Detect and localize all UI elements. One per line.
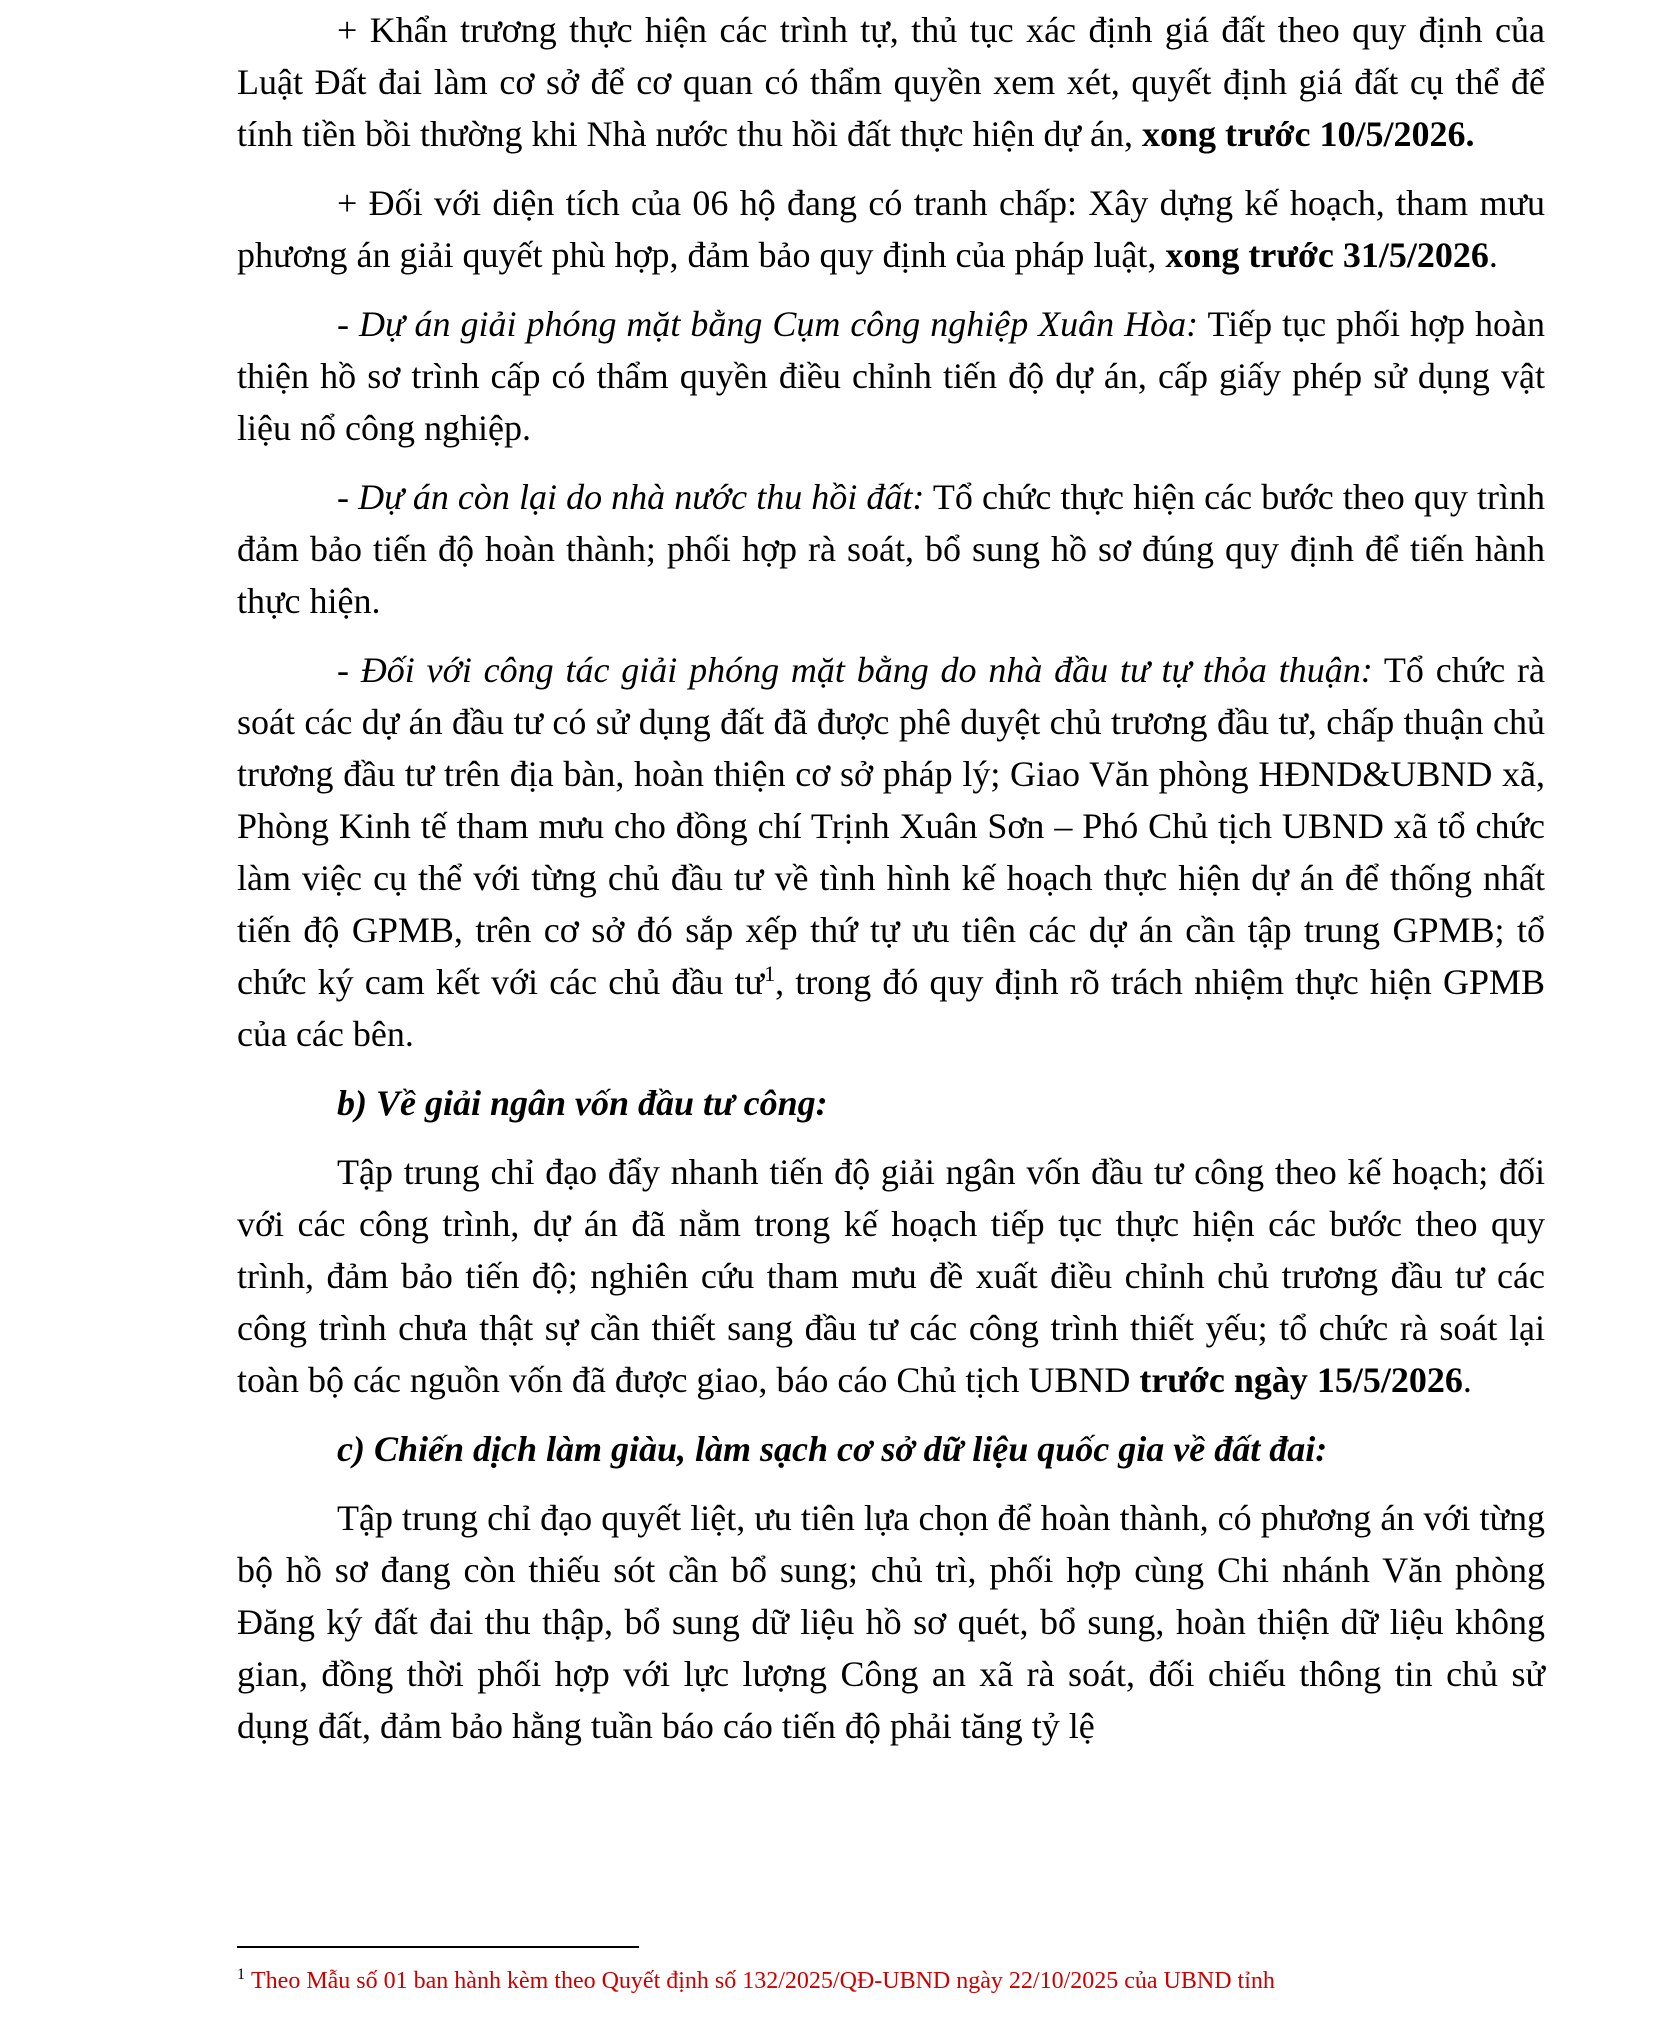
item-title: - Đối với công tác giải phóng mặt bằng do nhà đầu tư tự thỏa thuận: — [337, 650, 1373, 690]
paragraph-tail: , trong đó quy định rõ trách nhiệm thực hiện GPMB của các bên. — [237, 962, 1545, 1054]
document-body — [237, 4, 1545, 1769]
footnote-mark: 1 — [237, 1966, 245, 1983]
paragraph-text: Tập trung chỉ đạo đẩy nhanh tiến độ giải ngân vốn đầu tư công theo kế hoạch; đối với các công trình, dự án đã nằm trong kế hoạch tiếp tục thực hiện các bước theo quy trình, đảm bảo tiến độ; nghiên cứu tham mưu đề xuất điều chỉnh chủ trương đầu tư các công trình chưa thật sự cần thiết sang đầu tư các công trình thiết yếu; tổ chức rà soát lại toàn bộ các nguồn vốn đã được giao, báo cáo Chủ tịch UBND — [237, 1152, 1545, 1400]
paragraph-xuan-hoa-project — [237, 298, 1545, 454]
paragraph-text: + Đối với diện tích của 06 hộ đang có tranh chấp: Xây dựng kế hoạch, tham mưu phương án giải quyết phù hợp, đảm bảo quy định của pháp luật, — [237, 183, 1545, 275]
deadline-text: xong trước 31/5/2026 — [1165, 235, 1489, 275]
footnote-separator — [237, 1946, 639, 1948]
footnote-reference[interactable]: 1 — [764, 961, 776, 986]
footnote — [237, 1966, 1557, 1996]
paragraph-remaining-projects — [237, 471, 1545, 627]
paragraph-text: Tiếp tục phối hợp hoàn thiện hồ sơ trình cấp có thẩm quyền điều chỉnh tiến độ dự án, cấp giấy phép sử dụng vật liệu nổ công nghiệp. — [237, 304, 1545, 448]
deadline-text: xong trước 10/5/2026. — [1142, 114, 1475, 154]
paragraph-land-price — [237, 4, 1545, 160]
paragraph-land-database: Tập trung chỉ đạo quyết liệt, ưu tiên lựa chọn để hoàn thành, có phương án với từng bộ hồ sơ đang còn thiếu sót cần bổ sung; chủ trì, phối hợp cùng Chi nhánh Văn phòng Đăng ký đất đai thu thập, bổ sung dữ liệu hồ sơ quét, bổ sung, hoàn thiện dữ liệu không gian, đồng thời phối hợp với lực lượng Công an xã rà soát, đối chiếu thông tin chủ sử dụng đất, đảm bảo hằng tuần báo cáo tiến độ phải tăng tỷ lệ — [237, 1498, 1545, 1746]
paragraph-text: + Khẩn trương thực hiện các trình tự, thủ tục xác định giá đất theo quy định của Luật Đất đai làm cơ sở để cơ quan có thẩm quyền xem xét, quyết định giá đất cụ thể để tính tiền bồi thường khi Nhà nước thu hồi đất thực hiện dự án, — [237, 10, 1545, 154]
footnote-text: Theo Mẫu số 01 ban hành kèm theo Quyết định số 132/2025/QĐ-UBND ngày 22/10/2025 của UBND tỉnh — [251, 1968, 1275, 1994]
deadline-text: trước ngày 15/5/2026 — [1139, 1360, 1463, 1400]
paragraph-tail: . — [1488, 235, 1498, 275]
paragraph-public-investment — [237, 1146, 1545, 1406]
item-title: - Dự án giải phóng mặt bằng Cụm công nghiệp Xuân Hòa: — [337, 304, 1199, 344]
item-title: - Dự án còn lại do nhà nước thu hồi đất: — [337, 477, 925, 517]
paragraph-tail: . — [1462, 1360, 1472, 1400]
section-heading-c: c) Chiến dịch làm giàu, làm sạch cơ sở dữ liệu quốc gia về đất đai: — [337, 1429, 1328, 1469]
section-heading-b: b) Về giải ngân vốn đầu tư công: — [337, 1083, 828, 1123]
paragraph-text: Tổ chức thực hiện các bước theo quy trình đảm bảo tiến độ hoàn thành; phối hợp rà soát, bổ sung hồ sơ đúng quy định để tiến hành thực hiện. — [237, 477, 1545, 621]
paragraph-disputed-households — [237, 177, 1545, 281]
paragraph-investor-agreement — [237, 644, 1545, 1060]
paragraph-text: Tổ chức rà soát các dự án đầu tư có sử dụng đất đã được phê duyệt chủ trương đầu tư, chấp thuận chủ trương đầu tư trên địa bàn, hoàn thiện cơ sở pháp lý; Giao Văn phòng HĐND&UBND xã, Phòng Kinh tế tham mưu cho đồng chí Trịnh Xuân Sơn – Phó Chủ tịch UBND xã tổ chức làm việc cụ thể với từng chủ đầu tư về tình hình kế hoạch thực hiện dự án để thống nhất tiến độ GPMB, trên cơ sở đó sắp xếp thứ tự ưu tiên các dự án cần tập trung GPMB; tổ chức ký cam kết với các chủ đầu tư — [237, 650, 1545, 1002]
